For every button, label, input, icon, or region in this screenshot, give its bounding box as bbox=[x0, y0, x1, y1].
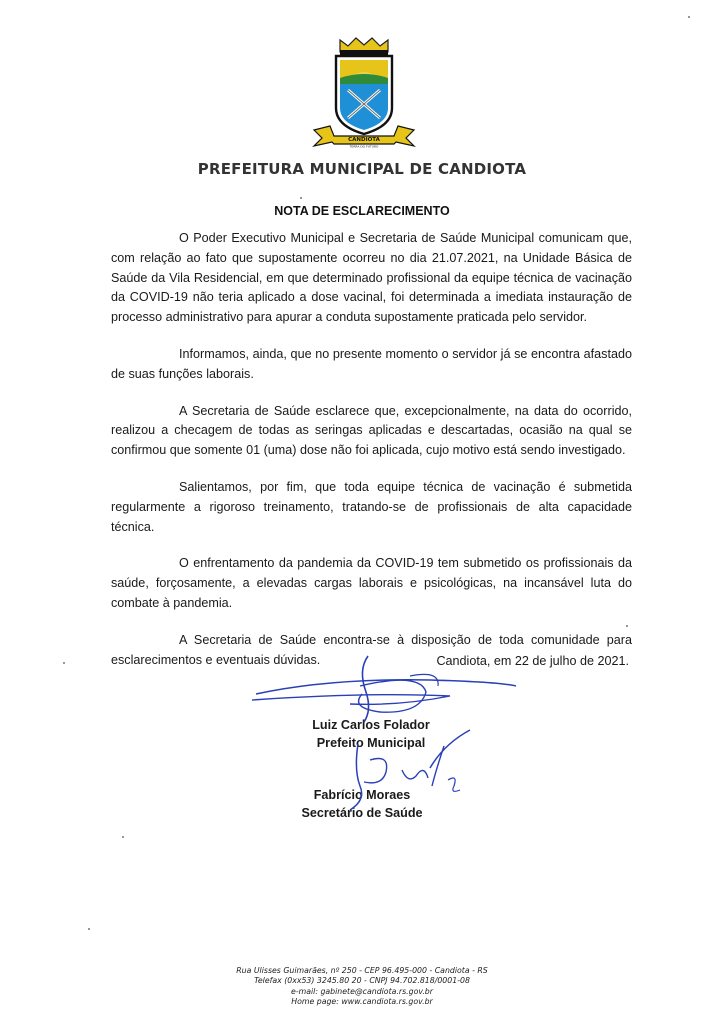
crest-motto-text: TERRA DO FUTURO bbox=[349, 144, 379, 149]
signatory-role: Prefeito Municipal bbox=[316, 736, 426, 750]
signatory-role: Secretário de Saúde bbox=[301, 806, 423, 820]
footer-line: e-mail: gabinete@candiota.rs.gov.br bbox=[291, 986, 433, 996]
scan-speck bbox=[88, 928, 90, 930]
footer-line: Rua Ulisses Guimarães, nº 250 - CEP 96.495-000 - Candiota - RS bbox=[236, 966, 488, 975]
signatory-name: Fabrício Moraes bbox=[313, 788, 411, 802]
document-body bbox=[111, 229, 632, 687]
municipal-crest-logo bbox=[310, 30, 418, 150]
dateline: Candiota, em 22 de julho de 2021. bbox=[436, 654, 629, 668]
scan-speck bbox=[300, 197, 302, 199]
signature-block-secretary bbox=[0, 786, 724, 822]
address-footer bbox=[0, 966, 724, 1008]
signature-block-mayor bbox=[0, 716, 724, 752]
scan-speck bbox=[63, 662, 65, 664]
scan-speck bbox=[626, 625, 628, 627]
footer-line: Home page: www.candiota.rs.gov.br bbox=[291, 997, 433, 1007]
paragraph: Informamos, ainda, que no presente momento o servidor já se encontra afastado de suas funções laborais. bbox=[111, 346, 632, 381]
paragraph: O enfrentamento da pandemia da COVID-19 tem submetido os profissionais da saúde, forçosamente, a elevadas cargas laborais e psicológicas, na incansável luta do combate à pandemia. bbox=[111, 556, 632, 610]
signatory-name: Luiz Carlos Folador bbox=[312, 718, 430, 732]
document-subtitle: NOTA DE ESCLARECIMENTO bbox=[274, 204, 450, 218]
footer-line: Telefax (0xx53) 3245.80 20 - CNPJ 94.702.818/0001-08 bbox=[254, 976, 470, 986]
paragraph: O Poder Executivo Municipal e Secretaria de Saúde Municipal comunicam que, com relação ao fato que supostamente ocorreu no dia 21.07.2021, na Unidade Básica de Saúde da Vila Residencial, em que determinado profissional da equipe técnica de vacinação da COVID-19 não teria aplicado a dose vacinal, foi determinada a imediata instauração de processo administrativo para apurar a conduta supostamente praticada pelo servidor. bbox=[111, 231, 632, 325]
paragraph: A Secretaria de Saúde encontra-se à disposição de toda comunidade para esclarecimentos e eventuais dúvidas. bbox=[111, 632, 632, 667]
crest-banner-text: CANDIOTA bbox=[348, 137, 380, 143]
scan-speck bbox=[122, 836, 124, 838]
paragraph: Salientamos, por fim, que toda equipe técnica de vacinação é submetida regularmente a rigoroso treinamento, tratando-se de profissionais de alta capacidade técnica. bbox=[111, 479, 632, 534]
paragraph: A Secretaria de Saúde esclarece que, excepcionalmente, na data do ocorrido, realizou a checagem de todas as seringas aplicadas e descartadas, ocasião na qual se confirmou que somente 01 (uma) dose não foi aplicada, cujo motivo está sendo investigado. bbox=[111, 403, 632, 458]
page-title: PREFEITURA MUNICIPAL DE CANDIOTA bbox=[197, 160, 527, 178]
scan-speck bbox=[688, 16, 690, 18]
